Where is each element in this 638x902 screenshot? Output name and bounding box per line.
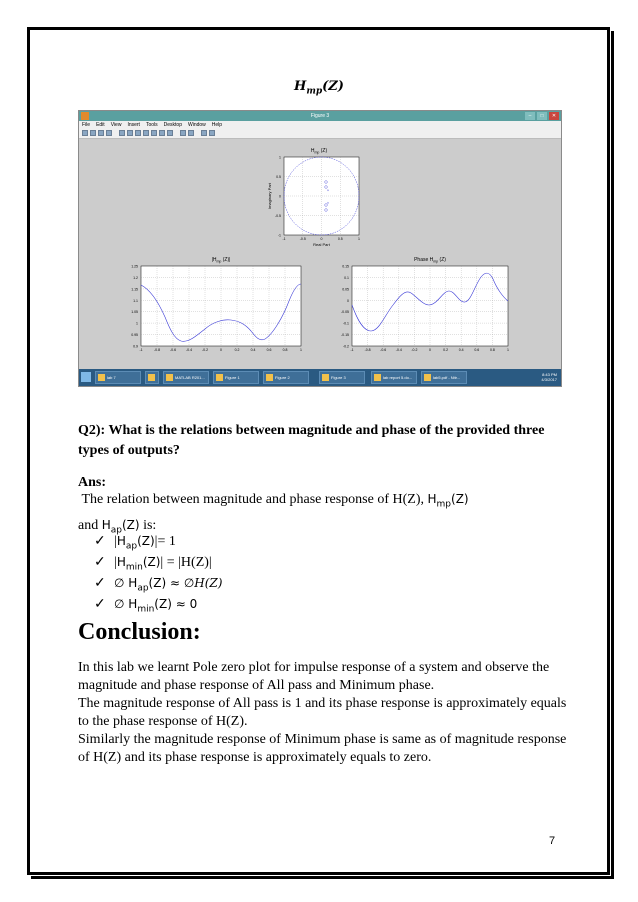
checkmark-icon: ✓	[94, 555, 106, 570]
phase-xtick: 0.4	[458, 348, 464, 352]
taskbar-item[interactable]: lab 7	[95, 371, 141, 384]
colorbar-icon[interactable]	[180, 130, 186, 136]
pdf-icon	[424, 374, 431, 381]
phase-xtick: 0.2	[443, 348, 449, 352]
menu-help[interactable]: Help	[211, 122, 223, 128]
mag-ytick: 1.25	[131, 264, 138, 269]
pointer-icon[interactable]	[119, 130, 125, 136]
menu-bar	[79, 121, 561, 129]
mag-ytick: 1.1	[133, 298, 138, 303]
open-file-icon[interactable]	[90, 130, 96, 136]
conclusion-paragraph: The magnitude response of All pass is 1 and its phase response is approximately equals to the phase response of H(Z).	[78, 696, 567, 729]
mag-xtick: 0.4	[250, 348, 256, 352]
taskbar-item-chrome[interactable]	[145, 371, 159, 384]
phase-ytick: 0	[347, 298, 349, 303]
phase-xtick: -1	[350, 348, 354, 352]
pz-xtick: 0.5	[337, 237, 343, 241]
maximize-icon[interactable]: □	[537, 112, 547, 120]
windows-taskbar	[79, 369, 561, 386]
plot-tools-icon[interactable]	[201, 130, 207, 136]
phase-ytick: 0.15	[342, 264, 349, 269]
mag-ytick: 1.2	[133, 275, 138, 280]
conclusion-paragraph: Similarly the magnitude response of Minimum phase is same as of magnitude response of H(Z) and its phase response is approximately equals to zero.	[78, 732, 567, 765]
conclusion-text	[78, 659, 568, 767]
relation-checklist	[94, 531, 222, 615]
taskbar-item[interactable]: lab5.pdf - Nitr...	[421, 371, 467, 384]
mag-ytick: 1	[136, 321, 138, 326]
mag-xtick: 0	[220, 348, 222, 352]
pz-xtick: 1	[358, 237, 360, 241]
pz-xtick: 0	[320, 237, 323, 241]
phase-ytick: -0.1	[342, 321, 349, 326]
menu-insert[interactable]: Insert	[127, 122, 140, 128]
pz-ytick: -1	[277, 233, 281, 238]
figure-plots-svg	[79, 139, 561, 369]
pan-icon[interactable]	[143, 130, 149, 136]
phase-xtick: 0.6	[474, 348, 480, 352]
conclusion-paragraph: In this lab we learnt Pole zero plot for impulse response of a system and observe the magnitude and phase response of All pass and Minimum phase.	[78, 660, 550, 693]
figure-area	[79, 139, 561, 369]
mag-xtick: -1	[139, 348, 143, 352]
dock-icon[interactable]	[209, 130, 215, 136]
menu-desktop[interactable]: Desktop	[163, 122, 182, 128]
minimize-icon[interactable]: –	[525, 112, 535, 120]
window-titlebar	[79, 111, 561, 121]
menu-view[interactable]: View	[110, 122, 122, 128]
phase-ytick: -0.15	[341, 333, 349, 338]
mag-xtick: -0.6	[169, 348, 177, 352]
zoom-out-icon[interactable]	[135, 130, 141, 136]
taskbar-item[interactable]: Figure 1	[213, 371, 259, 384]
taskbar-item[interactable]: Figure 2	[263, 371, 309, 384]
window-title: Figure 3	[310, 113, 330, 119]
phase-xtick: -0.6	[380, 348, 387, 352]
magnitude-plot	[131, 257, 302, 352]
rotate-icon[interactable]	[151, 130, 157, 136]
data-cursor-icon[interactable]	[159, 130, 165, 136]
close-icon[interactable]: ✕	[549, 112, 559, 120]
browser-icon	[148, 374, 155, 381]
phase-plot	[341, 257, 509, 352]
pz-ytick: 0.5	[276, 175, 281, 179]
menu-edit[interactable]: Edit	[96, 122, 105, 128]
mag-ytick: 0.95	[131, 333, 138, 338]
mag-ytick: 1.05	[131, 310, 138, 315]
windows-start-icon[interactable]	[81, 372, 91, 382]
question-q2: Q2): What is the relations between magnitude and phase of the provided three types of outputs?	[78, 423, 545, 458]
phase-title: Phase $H_{mp}$ (Z)	[414, 257, 446, 264]
mag-xtick: 0.6	[266, 348, 272, 352]
mag-xtick: -0.2	[201, 348, 209, 352]
mag-xtick: -0.8	[153, 348, 161, 352]
menu-file[interactable]: File	[82, 122, 91, 128]
phase-xtick: 1	[507, 348, 509, 352]
phase-ytick: -0.05	[341, 310, 349, 315]
print-icon[interactable]	[106, 130, 112, 136]
checkmark-icon: ✓	[94, 597, 106, 612]
mag-xtick: 0.2	[234, 348, 240, 352]
mag-title: $|H_{mp}$ (Z)|	[211, 257, 231, 264]
pz-title: $H_{mp}$ (Z)	[310, 148, 328, 155]
phase-xtick: -0.8	[364, 348, 371, 352]
phase-ytick: 0.05	[342, 287, 349, 292]
menu-window[interactable]: Window	[187, 122, 206, 128]
zoom-in-icon[interactable]	[127, 130, 133, 136]
pz-ylabel: Imaginary Part	[267, 182, 272, 210]
checkmark-icon: ✓	[94, 576, 106, 591]
pz-xtick: -1	[282, 237, 286, 241]
mag-ytick: 0.9	[133, 344, 138, 349]
phase-xtick: 0.8	[489, 348, 495, 352]
checkmark-icon: ✓	[94, 534, 106, 549]
list-item: ✓ ∅ $H_{ap}(Z)$ ≈ ∅H(Z)	[94, 573, 222, 594]
taskbar-item[interactable]: MATLAB R201...	[163, 371, 209, 384]
menu-tools[interactable]: Tools	[145, 122, 158, 128]
word-icon	[374, 374, 381, 381]
phase-ytick: 0.1	[344, 275, 349, 280]
matlab-screenshot	[78, 110, 562, 387]
matlab-icon	[166, 374, 173, 381]
pole-zero-plot	[267, 148, 360, 247]
pz-xlabel: Real Part	[313, 242, 330, 247]
mag-xtick: 1	[300, 348, 302, 352]
page-number: 7	[549, 835, 556, 847]
save-icon[interactable]	[98, 130, 104, 136]
legend-icon[interactable]	[188, 130, 194, 136]
phase-xtick: -0.4	[395, 348, 402, 352]
pz-ytick: 1	[279, 155, 281, 160]
pz-xtick: -0.5	[299, 237, 306, 241]
list-item: ✓ ∅ $H_{min}(Z) \approx 0$	[94, 594, 222, 615]
pole-marker: ×	[327, 188, 330, 193]
figure-icon	[322, 374, 329, 381]
mag-ytick: 1.15	[131, 287, 138, 292]
pole-marker: ×	[327, 201, 330, 205]
mag-xtick: 0.8	[282, 348, 288, 352]
answer-label: Ans:	[78, 475, 107, 490]
figure-toolbar	[79, 129, 561, 139]
folder-icon	[98, 374, 105, 381]
taskbar-item[interactable]: Figure 3	[319, 371, 365, 384]
new-figure-icon[interactable]	[82, 130, 88, 136]
list-item: ✓ $|H_{min}(Z)| = |H(Z)|$	[94, 552, 222, 573]
relation-text: The relation between magnitude and phase response of H(Z), $H_{mp}(Z)$ and $H_{ap}(Z)$ is:	[78, 492, 469, 536]
phase-ytick: -0.2	[342, 344, 349, 349]
phase-xtick: 0	[429, 348, 431, 352]
figure-icon	[216, 374, 223, 381]
figure-heading: $H_{mp}(Z)$	[294, 79, 344, 97]
taskbar-item[interactable]: lab report 5.do...	[371, 371, 417, 384]
pz-ytick: 0	[279, 194, 281, 199]
figure-icon	[266, 374, 273, 381]
conclusion-heading: Conclusion:	[78, 619, 201, 645]
taskbar-clock: 8:43 PM 4/3/2017	[541, 372, 557, 382]
mag-xtick: -0.4	[185, 348, 193, 352]
phase-xtick: -0.2	[411, 348, 418, 352]
pz-ytick: -0.5	[274, 214, 281, 218]
list-item: ✓ $|H_{ap}(Z)|= 1$	[94, 531, 222, 552]
brush-icon[interactable]	[167, 130, 173, 136]
